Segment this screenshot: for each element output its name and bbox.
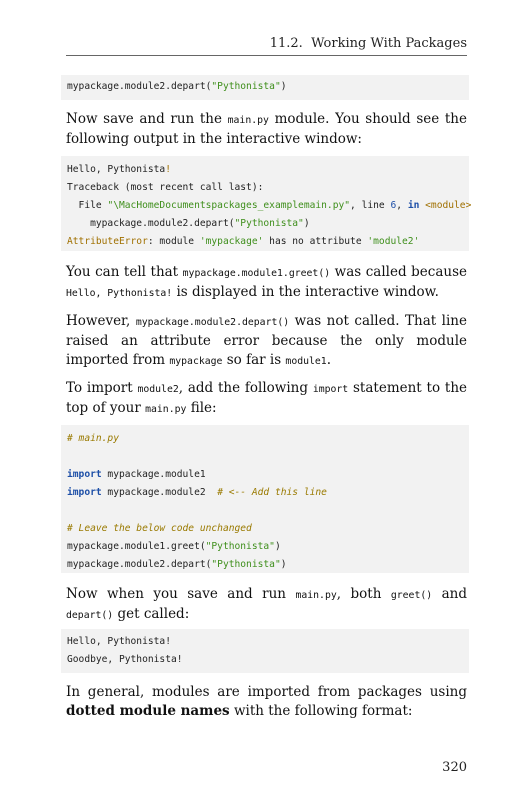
paragraph: In general, modules are imported from packages using dotted module names with the following format: — [66, 684, 467, 719]
code-line: Traceback (most recent call last): — [67, 182, 264, 193]
code-line: Hello, Pythonista! — [67, 164, 171, 175]
code-line: AttributeError: module 'mypackage' has no attribute 'module2' — [67, 236, 420, 247]
paragraph: Now when you save and run main.py, both greet() and depart() get called: — [66, 586, 467, 622]
code-line: mypackage.module2.depart("Pythonista") — [67, 81, 287, 92]
code-line: File "\MacHomeDocumentspackages_examplemain.py", line 6, in <module> — [67, 200, 472, 211]
running-header — [66, 36, 467, 56]
code-block-depart — [61, 75, 469, 100]
code-line: mypackage.module2.depart("Pythonista") — [67, 559, 287, 570]
page-number: 320 — [442, 760, 467, 775]
code-block-output — [61, 629, 469, 673]
paragraph: You can tell that mypackage.module1.greet() was called because Hello, Pythonista! is displayed in the interactive window. — [66, 264, 467, 300]
code-comment: # Leave the below code unchanged — [67, 523, 252, 534]
paragraph: However, mypackage.module2.depart() was not called. That line raised an attribute error because the only module imported from mypackage so far is module1. — [66, 313, 467, 368]
code-block-traceback — [61, 156, 472, 251]
code-line: mypackage.module1.greet("Pythonista") — [67, 541, 281, 552]
section-number: 11.2. — [269, 36, 303, 51]
code-line: Goodbye, Pythonista! — [67, 654, 183, 665]
section-title: Working With Packages — [311, 36, 467, 51]
paragraph: To import module2, add the following import statement to the top of your main.py file: — [66, 380, 468, 416]
code-line: import mypackage.module2 # <-- Add this line — [67, 487, 327, 498]
code-line: mypackage.module2.depart("Pythonista") — [67, 218, 310, 229]
bold-term: dotted module names — [66, 703, 230, 719]
code-comment: # main.py — [67, 433, 119, 444]
paragraph: Now save and run the main.py module. You should see the following output in the interactive window: — [66, 111, 467, 147]
code-line: Hello, Pythonista! — [67, 636, 171, 647]
code-line: import mypackage.module1 — [67, 469, 206, 480]
code-block-main-py — [61, 425, 469, 573]
